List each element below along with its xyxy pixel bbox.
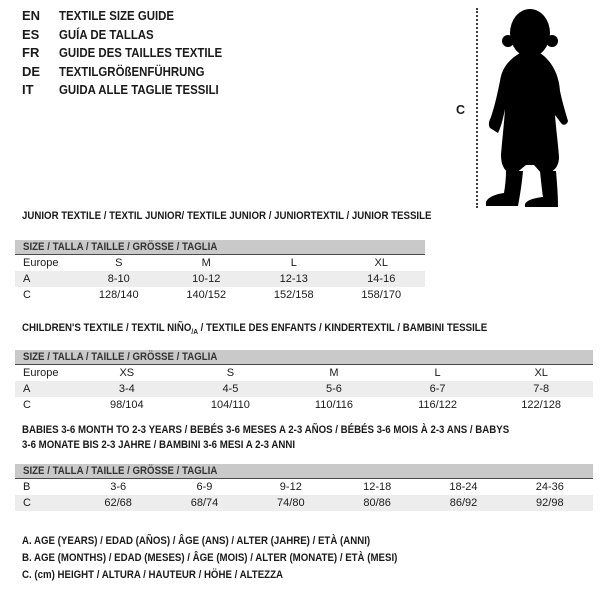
table-cell: 98/104: [109, 399, 144, 411]
table-cell: 14-16: [367, 273, 396, 285]
junior-table-title: JUNIOR TEXTILE / TEXTIL JUNIOR/ TEXTILE JUNIOR / JUNIORTEXTIL / JUNIOR TESSILE: [22, 210, 432, 222]
table-cell: 10-12: [192, 273, 221, 285]
children-table-title: CHILDREN'S TEXTILE / TEXTIL $NIÑO_{/A}$ / TEXTILE DES ENFANTS / KINDERTEXTIL / BAMBINI TESSILE: [22, 322, 488, 337]
height-dotted-line: [476, 8, 478, 208]
row-label: C: [23, 497, 31, 509]
baby-leg-left: [486, 171, 523, 206]
language-label: TEXTILE SIZE GUIDE: [59, 8, 175, 23]
table-cell: 74/80: [277, 497, 305, 509]
babies-size-table: [15, 464, 593, 511]
table-cell: 4-5: [222, 383, 239, 395]
table-row: [15, 479, 593, 495]
baby-body: [489, 53, 568, 174]
table-row: [15, 287, 425, 303]
table-cell: 6-7: [429, 383, 446, 395]
table-cell: XL: [534, 367, 548, 379]
table-cell: XS: [119, 367, 135, 379]
table-cell: 152/158: [273, 289, 314, 301]
row-label: Europe: [23, 367, 59, 379]
row-label: A: [23, 383, 31, 395]
table-cell: 6-9: [196, 481, 213, 493]
language-row: [22, 44, 244, 63]
language-row: [22, 81, 244, 100]
language-label: GUÍA DE TALLAS: [59, 26, 154, 42]
title-subscript: /A: [191, 327, 198, 337]
table-cell: 8-10: [107, 273, 130, 285]
language-row: [22, 7, 244, 26]
footnote-a: A. AGE (YEARS) / EDAD (AÑOS) / ÂGE (ANS) / ALTER (JAHRE) / ETÀ (ANNI): [22, 535, 371, 547]
table-row: [15, 365, 593, 381]
junior-size-table: [15, 240, 425, 303]
table-cell: S: [226, 367, 235, 379]
footnote-legend: [22, 533, 449, 584]
table-cell: 12-13: [279, 273, 308, 285]
language-code: IT: [22, 82, 34, 98]
baby-silhouette-icon: [482, 6, 582, 208]
language-row: [22, 26, 244, 45]
babies-table-title: BABIES 3-6 MONTH TO 2-3 YEARS / BEBÉS 3-6 MESES A 2-3 AÑOS / BÉBÉS 3-6 MOIS À 2-3 ANS / BABYS 3-6 MONATE BIS 2-3 JAHRE / BAMBINI 3-6 MESI A 2-3 ANNI: [22, 424, 510, 451]
table-cell: 68/74: [190, 497, 219, 509]
row-label: A: [23, 273, 31, 285]
table-cell: 24-36: [535, 481, 564, 493]
table-cell: 92/98: [536, 497, 564, 509]
table-cell: L: [290, 257, 297, 269]
language-code: ES: [22, 26, 40, 42]
table-cell: 86/92: [449, 497, 478, 509]
baby-ear-right: [546, 35, 558, 47]
row-label: C: [23, 399, 31, 411]
table-row: [15, 271, 425, 287]
table-cell: 122/128: [521, 399, 562, 411]
height-measure-label: C: [456, 103, 466, 117]
language-label: GUIDE DES TAILLES TEXTILE: [59, 45, 223, 61]
row-label: C: [23, 289, 31, 301]
baby-leg-right: [525, 171, 558, 207]
children-size-table: [15, 350, 593, 413]
row-label: B: [23, 481, 31, 493]
table-cell: 110/116: [314, 399, 354, 411]
table-cell: 80/86: [363, 497, 391, 509]
table-row: [15, 255, 425, 271]
table-cell: 3-4: [118, 383, 135, 395]
size-header-band: SIZE / TALLA / TAILLE / GRÖSSE / TAGLIA: [15, 240, 425, 255]
table-cell: XL: [374, 257, 388, 269]
table-cell: 158/170: [361, 289, 402, 301]
language-title-list: [22, 7, 244, 100]
table-cell: 62/68: [104, 497, 132, 509]
table-row: [15, 397, 593, 413]
language-code: DE: [22, 63, 41, 79]
language-label: GUIDA ALLE TAGLIE TESSILI: [59, 82, 219, 98]
language-row: [22, 63, 244, 82]
footnote-c: C. (cm) HEIGHT / ALTURA / HAUTEUR / HÖHE / ALTEZZA: [22, 569, 284, 581]
baby-head: [510, 9, 550, 57]
table-cell: L: [434, 367, 441, 379]
table-cell: 9-12: [279, 481, 302, 493]
table-cell: M: [201, 257, 211, 269]
language-code: FR: [22, 45, 40, 61]
footnote-b: B. AGE (MONTHS) / EDAD (MESES) / ÂGE (MOIS) / ALTER (MONATE) / ETÀ (MESI): [22, 552, 398, 564]
table-cell: 128/140: [98, 289, 139, 301]
row-label: Europe: [23, 257, 59, 269]
table-cell: 12-18: [363, 481, 392, 493]
language-code: EN: [22, 8, 41, 23]
table-cell: 5-6: [326, 383, 342, 395]
table-cell: 104/110: [210, 399, 250, 411]
table-cell: S: [115, 257, 123, 269]
table-cell: 3-6: [110, 481, 127, 493]
size-header-band: SIZE / TALLA / TAILLE / GRÖSSE / TAGLIA: [15, 350, 593, 365]
table-row: [15, 381, 593, 397]
table-row: [15, 495, 593, 511]
language-label: TEXTILGRÖßENFÜHRUNG: [59, 63, 205, 79]
table-cell: 7-8: [533, 383, 550, 395]
baby-ear-left: [502, 35, 514, 47]
table-cell: M: [329, 367, 339, 379]
size-header-band: SIZE / TALLA / TAILLE / GRÖSSE / TAGLIA: [15, 464, 593, 479]
table-cell: 116/122: [418, 399, 458, 411]
table-cell: 140/152: [186, 289, 227, 301]
table-cell: 18-24: [449, 481, 478, 493]
